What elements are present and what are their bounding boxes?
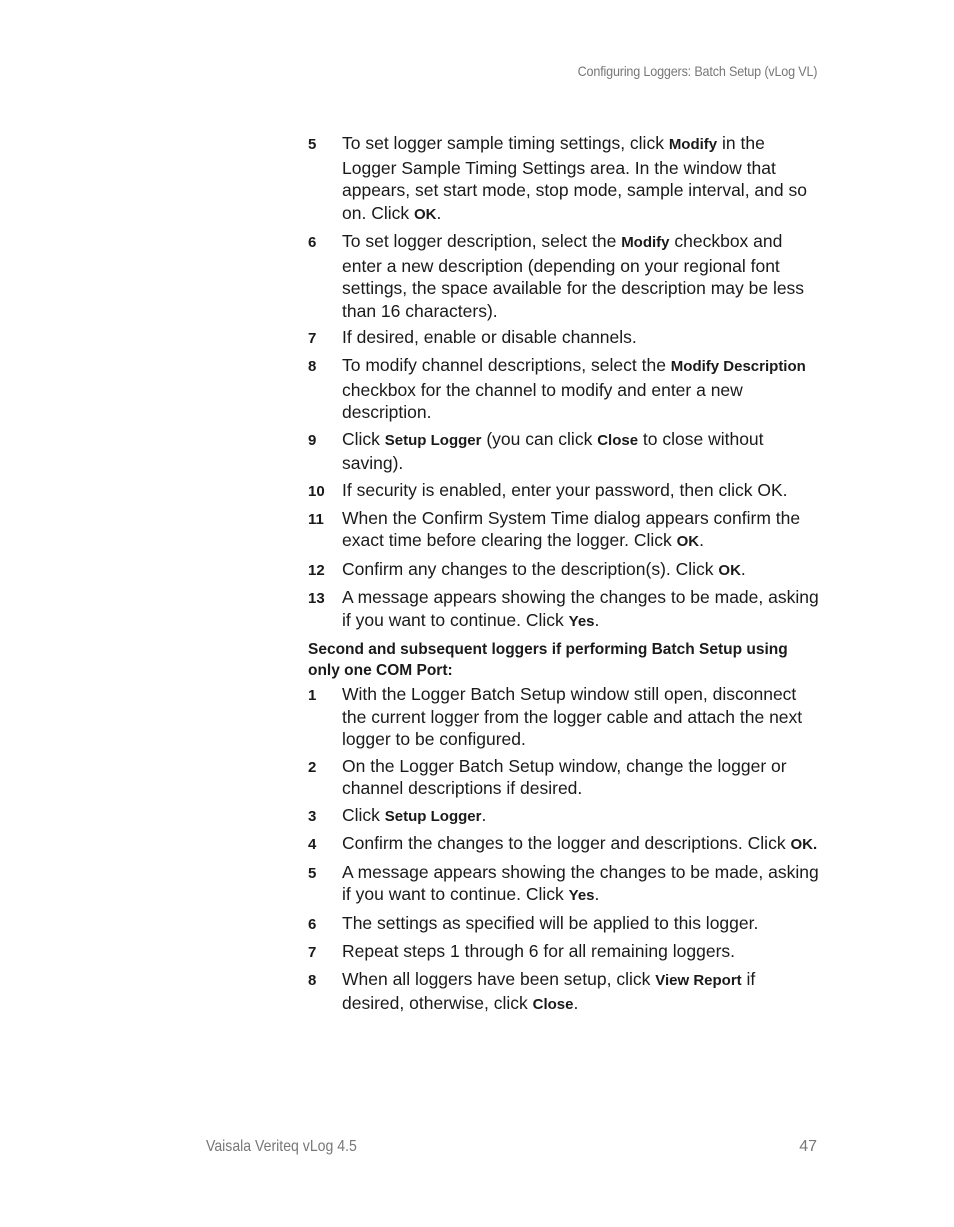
ui-element-label: Close — [532, 996, 574, 1013]
step-text-run: A message appears showing the changes to be made, asking if you want to continue. Click — [342, 861, 819, 904]
ui-element-label: OK — [676, 533, 700, 550]
step-text-run: in the Logger Sample Timing Settings area. In the window that appears, set start mode, stop mode, sample interval, and so on. Click — [342, 133, 807, 223]
procedure-list-first — [308, 132, 820, 633]
step-text — [342, 940, 820, 963]
step-text-run: (you can click — [481, 428, 598, 449]
ui-element-label: Setup Logger — [384, 807, 482, 825]
step-text-run: If desired, enable or disable channels. — [342, 327, 637, 347]
section-subheading: Second and subsequent loggers if performing Batch Setup using only one COM Port: — [308, 641, 788, 679]
step-item — [308, 683, 820, 751]
ui-element-label: Yes — [568, 612, 595, 630]
step-text-run: When the Confirm System Time dialog appears confirm the exact time before clearing the logger. Click — [342, 507, 801, 550]
ui-element-label: Modify — [668, 136, 718, 153]
step-text-run: . — [699, 530, 704, 550]
step-text — [342, 479, 820, 502]
step-text — [342, 683, 820, 751]
step-item — [308, 479, 820, 503]
step-number: 8 — [308, 971, 317, 989]
step-item — [308, 230, 820, 322]
step-number: 6 — [308, 234, 317, 251]
ui-element-label: OK — [718, 561, 741, 579]
ui-element-label: Setup Logger — [384, 431, 482, 449]
step-number: 6 — [308, 915, 317, 933]
step-text — [342, 558, 820, 583]
step-text — [342, 326, 820, 349]
step-text-run: checkbox and enter a new description (depending on your regional font settings, the space available for the description may be less than 16 characters). — [342, 231, 805, 321]
step-text-run: On the Logger Batch Setup window, change the logger or channel descriptions if desired. — [342, 755, 787, 798]
step-text — [342, 507, 820, 554]
step-text — [342, 428, 820, 475]
step-number: 7 — [308, 943, 317, 961]
page-content — [308, 132, 820, 1021]
step-number: 1 — [308, 687, 317, 704]
step-item — [308, 428, 820, 475]
step-item — [308, 586, 820, 633]
step-text-run: To set logger description, select the — [342, 231, 622, 251]
step-text — [342, 912, 820, 935]
step-text-run: if desired, otherwise, click — [342, 968, 756, 1013]
step-text-run: . — [740, 558, 746, 579]
step-number: 5 — [308, 864, 317, 882]
step-number: 2 — [308, 758, 317, 776]
step-text-run: Confirm the changes to the logger and descriptions. Click — [342, 833, 791, 853]
step-text-run: To set logger sample timing settings, click — [342, 133, 669, 153]
step-item — [308, 804, 820, 829]
step-text-run: When all loggers have been setup, click — [342, 968, 656, 989]
step-text-run: checkbox for the channel to modify and enter a new description. — [342, 379, 743, 422]
step-text — [342, 354, 820, 424]
step-text — [342, 132, 820, 226]
step-text-run: To modify channel descriptions, select the — [342, 355, 671, 375]
step-text-run: The settings as specified will be applied to this logger. — [342, 912, 759, 933]
step-number: 12 — [308, 561, 325, 579]
ui-element-label: Close — [597, 431, 639, 449]
step-text-run: . — [573, 993, 579, 1013]
ui-element-label: OK. — [790, 836, 818, 853]
ui-element-label: View Report — [655, 971, 742, 989]
step-text — [342, 804, 820, 829]
step-number: 10 — [308, 482, 325, 500]
step-text — [342, 755, 820, 800]
step-number: 3 — [308, 807, 317, 825]
step-item — [308, 326, 820, 350]
step-item — [308, 507, 820, 554]
step-text — [342, 832, 820, 857]
step-text-run: If security is enabled, enter your password, then click OK. — [342, 479, 788, 500]
step-text — [342, 861, 820, 908]
step-item — [308, 558, 820, 583]
step-item — [308, 912, 820, 936]
step-number: 4 — [308, 836, 317, 853]
ui-element-label: OK — [413, 205, 437, 223]
step-text-run: A message appears showing the changes to be made, asking if you want to continue. Click — [342, 587, 819, 630]
step-number: 8 — [308, 358, 317, 375]
step-number: 11 — [308, 510, 324, 528]
step-item — [308, 861, 820, 908]
step-text — [342, 230, 820, 322]
step-item — [308, 354, 820, 424]
ui-element-label: Modify Description — [670, 358, 806, 375]
step-text-run: . — [594, 884, 600, 904]
step-item — [308, 132, 820, 226]
step-item — [308, 940, 820, 964]
step-text-run: Confirm any changes to the description(s). Click — [342, 558, 719, 579]
running-header: Configuring Loggers: Batch Setup (vLog VL) — [577, 63, 817, 79]
step-text-run: With the Logger Batch Setup window still open, disconnect the current logger from the logger cable and attach the next logger to be configured. — [342, 684, 803, 749]
step-number: 13 — [308, 590, 325, 607]
step-text-run: Click — [342, 428, 385, 449]
step-text-run: to close without saving). — [342, 428, 764, 473]
step-text-run: Click — [342, 804, 385, 825]
ui-element-label: Yes — [568, 887, 595, 904]
step-text — [342, 968, 820, 1017]
step-text-run: Repeat steps 1 through 6 for all remaining loggers. — [342, 940, 736, 961]
step-item — [308, 755, 820, 800]
step-text-run: . — [436, 202, 442, 223]
step-number: 9 — [308, 431, 317, 449]
page-number: 47 — [799, 1138, 817, 1155]
procedure-list-second — [308, 683, 820, 1017]
step-text-run: . — [481, 804, 487, 825]
step-text-run: . — [594, 609, 600, 630]
step-item — [308, 968, 820, 1017]
step-number: 5 — [308, 136, 317, 153]
footer-product: Vaisala Veriteq vLog 4.5 — [206, 1138, 357, 1155]
ui-element-label: Modify — [621, 234, 670, 251]
step-text — [342, 586, 820, 633]
step-number: 7 — [308, 330, 317, 347]
step-item — [308, 832, 820, 857]
